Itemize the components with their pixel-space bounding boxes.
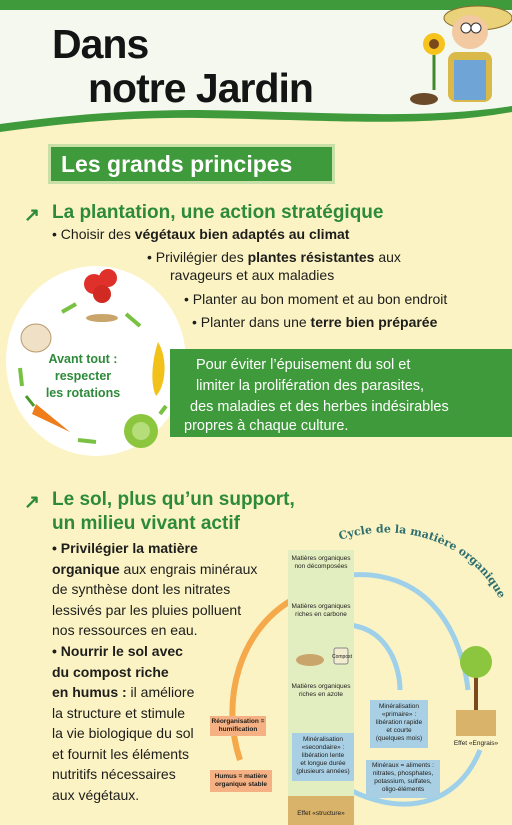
para-bold: • Privilégier la matière xyxy=(52,540,198,556)
label-line: Réorganisation = xyxy=(211,718,265,725)
label-line: Humus = matière xyxy=(214,773,268,780)
para-text: nos ressources en eau. xyxy=(52,622,198,638)
bullet-moment: • Planter au bon moment et au bon endroit xyxy=(184,291,448,307)
tomato-icon xyxy=(84,269,117,303)
label-line: oligo-éléments xyxy=(381,786,425,793)
label-line: Matières organiques xyxy=(291,683,351,690)
para-text: lessivés par les pluies polluent xyxy=(52,601,242,618)
section-title-box xyxy=(48,144,335,184)
label-reorganisation xyxy=(210,718,266,734)
sol-heading-line1: Le sol, plus qu’un support, xyxy=(52,489,295,510)
pepper-icon xyxy=(152,342,164,396)
seedling-icon xyxy=(86,314,118,322)
plantation-heading: La plantation, une action stratégique xyxy=(52,202,384,223)
heading-arrow-icon: ↗ xyxy=(24,205,40,226)
header-banner xyxy=(0,0,512,140)
label-line: potassium, sulfates, xyxy=(374,778,432,785)
label-effet-engrais: Effet «Engrais» xyxy=(453,740,499,747)
label-line: Minéraux = aliments : xyxy=(372,762,434,769)
blue-arc xyxy=(350,625,400,690)
para-bold: en humus : xyxy=(52,684,127,700)
label-line: riches en carbone xyxy=(295,611,347,618)
label-line: «secondaire» : xyxy=(301,744,345,751)
lettuce-icon xyxy=(124,414,158,448)
bullet-text: aux xyxy=(374,249,401,265)
bullet-climat xyxy=(52,225,349,244)
para-bold: • Nourrir le sol avec xyxy=(52,643,183,659)
rotation-line: les rotations xyxy=(45,386,121,400)
label-line: libération rapide xyxy=(375,719,423,726)
box-line: propres à chaque culture. xyxy=(184,418,349,434)
bullet-bold: terre bien préparée xyxy=(310,314,438,330)
tree-icon xyxy=(456,646,496,736)
bullet-text: • Planter dans une xyxy=(192,314,311,330)
onion-icon xyxy=(21,324,51,352)
bullet-text: • Choisir des xyxy=(52,226,135,242)
para-text: il améliore xyxy=(126,684,195,700)
cycle-title: Cycle de la matière organique xyxy=(337,522,509,601)
label-mineralisation-secondaire xyxy=(292,736,354,776)
label-line: (plusieurs années) xyxy=(296,768,350,775)
label-effet-structure: Effet «structure» xyxy=(297,810,345,817)
label-line: nitrates, phosphates, xyxy=(372,770,434,777)
bullet-bold: végétaux bien adaptés au climat xyxy=(134,226,350,242)
sol-heading-line2: un milieu vivant actif xyxy=(52,513,240,534)
bullet-bold: plantes résistantes xyxy=(247,249,375,265)
label-line: (quelques mois) xyxy=(375,735,423,742)
label-mo-carbone xyxy=(288,603,354,619)
label-line: et courte xyxy=(386,727,412,734)
label-line: «primaire» : xyxy=(381,711,417,718)
para-bold: organique xyxy=(52,560,120,577)
box-line: limiter la prolifération des parasites, xyxy=(196,378,425,394)
box-line: Pour éviter l’épuisement du sol et xyxy=(196,357,411,373)
para-text: et fournit les éléments xyxy=(52,745,189,762)
rotation-line: respecter xyxy=(54,369,112,383)
para-text: la vie biologique du sol xyxy=(52,725,194,741)
label-line: libération lente xyxy=(301,752,345,759)
label-line: Minéralisation xyxy=(378,703,420,710)
para-bold: du compost riche xyxy=(52,663,169,680)
label-mo-azote xyxy=(288,683,354,699)
label-line: riches en azote xyxy=(298,691,344,698)
rotation-label xyxy=(36,351,130,402)
label-line: Minéralisation xyxy=(302,736,344,743)
page-title-line2: notre Jardin xyxy=(88,65,313,111)
bullet-resistantes-line2: ravageurs et aux maladies xyxy=(170,267,335,283)
label-line: humification xyxy=(218,726,258,733)
para-text: de synthèse dont les nitrates xyxy=(52,581,231,597)
section-title: Les grands principes xyxy=(61,151,293,177)
page-title-line1: Dans xyxy=(52,21,149,67)
label-mo-non-decomposees xyxy=(288,555,354,571)
rotation-line: Avant tout : xyxy=(48,352,118,366)
heading-arrow-icon: ↗ xyxy=(24,492,40,513)
bullet-text: • Privilégier des xyxy=(147,249,248,265)
label-compost: Compost xyxy=(332,654,353,660)
rotation-explanation-box xyxy=(170,349,512,437)
label-line: et longue durée xyxy=(300,760,346,767)
label-line: non décomposées xyxy=(294,563,348,570)
label-line: Matières organiques xyxy=(291,603,351,610)
label-line: organique stable xyxy=(214,781,267,788)
label-humus xyxy=(210,773,272,789)
bullet-terre xyxy=(192,313,437,332)
label-mineraux xyxy=(366,762,440,794)
para-text: aux engrais minéraux xyxy=(119,560,258,577)
para-text: aux végétaux. xyxy=(52,786,140,803)
para-text: nutritifs nécessaires xyxy=(52,766,176,782)
para-text: la structure et stimule xyxy=(52,704,186,721)
label-line: Matières organiques xyxy=(291,555,351,562)
box-line: des maladies et des herbes indésirables xyxy=(190,399,449,415)
label-mineralisation-primaire xyxy=(370,703,428,743)
